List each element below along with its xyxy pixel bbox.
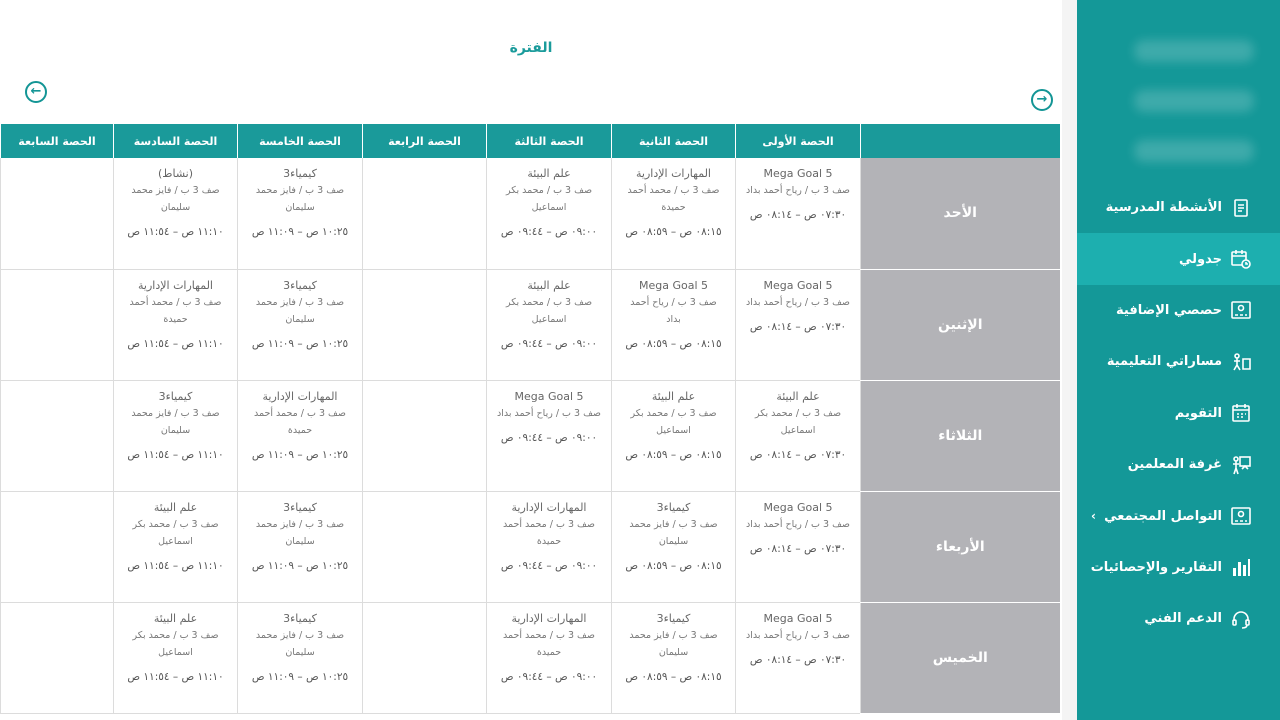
period-header: الحصة الأولى	[736, 124, 861, 158]
chevron-left-icon[interactable]: ›	[1091, 509, 1096, 524]
table-row	[1, 269, 1060, 380]
lesson-cell[interactable]	[736, 602, 861, 713]
lesson-cell[interactable]	[487, 380, 612, 491]
lesson-class-info: صف 3 ب / محمد بكر اسماعيل	[132, 518, 219, 547]
lesson-subject: علم البيئة	[527, 167, 571, 180]
lesson-cell	[363, 158, 487, 269]
day-cell: الخميس	[861, 602, 1060, 713]
lesson-cell	[1, 158, 114, 269]
community-icon	[1230, 505, 1252, 527]
sidebar-item-label: التواصل المجتمعي	[1104, 508, 1222, 524]
period-title: الفترة	[509, 40, 553, 56]
lesson-cell	[363, 491, 487, 602]
lesson-time: ١٠:٢٥ ص – ١١:٠٩ ص	[251, 559, 349, 572]
lesson-subject: كيمياء3	[158, 389, 193, 403]
lesson-class-info: صف 3 ب / محمد أحمد حميدة	[503, 629, 595, 658]
lesson-cell[interactable]	[736, 269, 861, 380]
lesson-cell[interactable]	[736, 380, 861, 491]
period-header: الحصة الرابعة	[363, 124, 487, 158]
lesson-time: ٠٨:١٥ ص – ٠٨:٥٩ ص	[625, 670, 722, 683]
lesson-subject: علم البيئة	[776, 389, 820, 403]
sidebar-item-label: التقارير والإحصائيات	[1090, 559, 1222, 575]
blurred-item	[1134, 90, 1254, 112]
lesson-time: ٠٧:٣٠ ص – ٠٨:١٤ ص	[749, 653, 847, 666]
sidebar-item-learning-paths[interactable]	[1077, 336, 1280, 387]
lesson-cell[interactable]	[612, 491, 736, 602]
timetable	[0, 124, 1060, 714]
sidebar-item-label: حصصي الإضافية	[1116, 302, 1222, 318]
lesson-class-info: صف 3 ب / محمد بكر اسماعيل	[132, 629, 219, 658]
lesson-subject: المهارات الإدارية	[262, 389, 338, 403]
sidebar-item-label: جدولي	[1179, 251, 1222, 267]
bar-chart-icon	[1230, 556, 1252, 578]
sidebar-divider	[1062, 0, 1077, 720]
lesson-class-info: صف 3 ب / فايز محمد سليمان	[629, 629, 718, 658]
calendar-icon	[1230, 402, 1252, 424]
lesson-subject: كيمياء3	[656, 611, 691, 625]
lesson-class-info: صف 3 ب / محمد بكر اسماعيل	[630, 407, 717, 436]
lesson-time: ٠٩:٠٠ ص – ٠٩:٤٤ ص	[500, 559, 598, 572]
headset-icon	[1230, 608, 1252, 630]
lesson-time: ٠٧:٣٠ ص – ٠٨:١٤ ص	[749, 448, 847, 461]
table-row	[1, 602, 1060, 713]
lesson-cell	[363, 380, 487, 491]
lesson-subject: علم البيئة	[153, 611, 198, 625]
sidebar	[1077, 0, 1280, 720]
lesson-cell[interactable]	[612, 158, 736, 269]
period-header: الحصة السادسة	[114, 124, 238, 158]
lesson-cell[interactable]	[114, 158, 238, 269]
lesson-subject: Mega Goal 5	[514, 389, 584, 403]
lesson-class-info: صف 3 ب / رياح أحمد بداد	[497, 407, 601, 419]
lesson-class-info: صف 3 ب / محمد بكر اسماعيل	[754, 407, 842, 436]
lesson-time: ١١:١٠ ص – ١١:٥٤ ص	[127, 559, 224, 572]
lesson-subject: كيمياء3	[656, 500, 691, 514]
day-cell: الثلاثاء	[861, 380, 1060, 491]
arrow-left-circle-icon[interactable]: ←	[25, 81, 47, 103]
lesson-class-info: صف 3 ب / فايز محمد سليمان	[255, 518, 345, 547]
lesson-time: ١١:١٠ ص – ١١:٥٤ ص	[127, 448, 224, 461]
lesson-class-info: صف 3 ب / فايز محمد سليمان	[255, 296, 345, 325]
blurred-item	[1134, 40, 1254, 62]
sidebar-item-extra-classes[interactable]	[1077, 285, 1280, 336]
timetable-body	[1, 158, 1060, 713]
lesson-class-info: صف 3 ب / رياح أحمد بداد	[746, 518, 850, 530]
lesson-cell	[363, 269, 487, 380]
lesson-cell[interactable]	[238, 269, 363, 380]
day-cell: الأحد	[861, 158, 1060, 269]
lesson-class-info: صف 3 ب / فايز محمد سليمان	[255, 185, 345, 213]
lesson-subject: المهارات الإدارية	[636, 167, 711, 180]
period-header: الحصة السابعة	[1, 124, 114, 158]
lesson-time: ١١:١٠ ص – ١١:٥٤ ص	[127, 670, 224, 683]
lesson-time: ٠٨:١٥ ص – ٠٨:٥٩ ص	[625, 559, 722, 572]
lesson-class-info: صف 3 ب / فايز محمد سليمان	[629, 518, 718, 547]
lesson-class-info: صف 3 ب / محمد أحمد حميدة	[627, 185, 720, 213]
lesson-cell[interactable]	[612, 602, 736, 713]
lesson-cell[interactable]	[238, 602, 363, 713]
lesson-class-info: صف 3 ب / محمد بكر اسماعيل	[505, 296, 593, 325]
sidebar-item-bar-chart[interactable]	[1077, 542, 1280, 593]
lesson-time: ١٠:٢٥ ص – ١١:٠٩ ص	[251, 670, 349, 683]
lesson-subject: علم البيئة	[153, 500, 198, 514]
table-row	[1, 491, 1060, 602]
sidebar-item-calendar-clock[interactable]	[1077, 233, 1280, 284]
lesson-subject: كيمياء3	[283, 500, 317, 514]
lesson-cell[interactable]	[487, 602, 612, 713]
lesson-time: ٠٩:٠٠ ص – ٠٩:٤٤ ص	[500, 431, 598, 444]
lesson-time: ٠٧:٣٠ ص – ٠٨:١٤ ص	[749, 542, 847, 555]
sidebar-item-school-activities[interactable]	[1077, 182, 1280, 233]
sidebar-item-label: غرفة المعلمين	[1127, 457, 1222, 473]
lesson-class-info: صف 3 ب / رياح أحمد بداد	[746, 185, 850, 196]
lesson-time: ٠٨:١٥ ص – ٠٨:٥٩ ص	[625, 337, 722, 350]
lesson-subject: كيمياء3	[283, 611, 317, 625]
lesson-cell[interactable]	[612, 380, 736, 491]
extra-classes-icon	[1230, 299, 1252, 321]
blurred-profile-area	[1077, 0, 1280, 182]
school-activities-icon	[1230, 197, 1252, 219]
period-header: الحصة الثالثة	[487, 124, 612, 158]
lesson-class-info: صف 3 ب / رياح أحمد بداد	[630, 296, 717, 325]
sidebar-item-label: التقويم	[1174, 405, 1222, 421]
lesson-cell[interactable]	[487, 269, 612, 380]
table-row	[1, 158, 1060, 269]
lesson-time: ٠٩:٠٠ ص – ٠٩:٤٤ ص	[500, 337, 598, 350]
lesson-time: ٠٧:٣٠ ص – ٠٨:١٤ ص	[749, 209, 847, 221]
timetable-header-row	[1, 124, 1060, 158]
lesson-cell[interactable]	[487, 158, 612, 269]
lesson-cell	[363, 602, 487, 713]
sidebar-item-headset[interactable]	[1077, 593, 1280, 644]
lesson-class-info: صف 3 ب / محمد أحمد حميدة	[129, 296, 222, 325]
day-cell: الإثنين	[861, 269, 1060, 380]
lesson-subject: المهارات الإدارية	[511, 500, 587, 514]
lesson-time: ٠٧:٣٠ ص – ٠٨:١٤ ص	[749, 320, 847, 333]
lesson-class-info: صف 3 ب / محمد أحمد حميدة	[254, 407, 346, 436]
blurred-item	[1134, 140, 1254, 162]
lesson-cell[interactable]	[238, 380, 363, 491]
lesson-cell	[1, 491, 114, 602]
teachers-room-icon	[1230, 454, 1252, 476]
lesson-time: ١١:١٠ ص – ١١:٥٤ ص	[127, 337, 224, 350]
lesson-subject: المهارات الإدارية	[138, 278, 213, 292]
sidebar-item-label: الأنشطة المدرسية	[1105, 200, 1222, 216]
table-row	[1, 380, 1060, 491]
sidebar-item-label: الدعم الفني	[1144, 611, 1222, 627]
lesson-subject: Mega Goal 5	[763, 278, 833, 292]
lesson-subject: علم البيئة	[651, 389, 696, 403]
sidebar-item-teachers-room[interactable]	[1077, 439, 1280, 490]
lesson-cell[interactable]	[114, 269, 238, 380]
lesson-subject: علم البيئة	[527, 278, 571, 292]
lesson-cell[interactable]	[114, 491, 238, 602]
period-header: الحصة الثانية	[612, 124, 736, 158]
lesson-time: ١٠:٢٥ ص – ١١:٠٩ ص	[251, 448, 349, 461]
lesson-time: ٠٨:١٥ ص – ٠٨:٥٩ ص	[625, 226, 722, 238]
lesson-class-info: صف 3 ب / محمد أحمد حميدة	[503, 518, 595, 547]
lesson-class-info: صف 3 ب / رياح أحمد بداد	[746, 296, 850, 308]
lesson-class-info: صف 3 ب / محمد بكر اسماعيل	[505, 185, 593, 213]
calendar-clock-icon	[1230, 248, 1252, 270]
lesson-subject: المهارات الإدارية	[511, 611, 587, 625]
lesson-time: ٠٩:٠٠ ص – ٠٩:٤٤ ص	[500, 226, 598, 238]
lesson-cell[interactable]	[736, 491, 861, 602]
lesson-cell[interactable]	[612, 269, 736, 380]
day-header	[861, 124, 1060, 158]
learning-paths-icon	[1230, 351, 1252, 373]
lesson-cell[interactable]	[114, 380, 238, 491]
lesson-subject: (نشاط)	[158, 167, 193, 180]
lesson-cell[interactable]	[114, 602, 238, 713]
sidebar-menu	[1077, 182, 1280, 645]
sidebar-item-calendar[interactable]	[1077, 388, 1280, 439]
lesson-subject: Mega Goal 5	[763, 500, 833, 514]
lesson-subject: كيمياء3	[283, 278, 317, 292]
lesson-cell[interactable]	[238, 491, 363, 602]
period-header: الحصة الخامسة	[238, 124, 363, 158]
lesson-class-info: صف 3 ب / فايز محمد سليمان	[131, 185, 220, 213]
lesson-subject: Mega Goal 5	[763, 167, 833, 180]
arrow-right-circle-icon[interactable]: →	[1031, 89, 1053, 111]
lesson-time: ٠٩:٠٠ ص – ٠٩:٤٤ ص	[500, 670, 598, 683]
lesson-subject: Mega Goal 5	[638, 278, 709, 292]
lesson-class-info: صف 3 ب / رياح أحمد بداد	[746, 629, 850, 641]
lesson-time: ١١:١٠ ص – ١١:٥٤ ص	[127, 226, 224, 238]
lesson-subject: Mega Goal 5	[763, 611, 833, 625]
lesson-cell[interactable]	[736, 158, 861, 269]
lesson-cell	[1, 269, 114, 380]
sidebar-item-label: مساراتي التعليمية	[1106, 354, 1222, 370]
sidebar-item-community[interactable]	[1077, 490, 1280, 541]
lesson-class-info: صف 3 ب / فايز محمد سليمان	[255, 629, 345, 658]
lesson-time: ١٠:٢٥ ص – ١١:٠٩ ص	[251, 337, 349, 350]
lesson-class-info: صف 3 ب / فايز محمد سليمان	[131, 407, 220, 436]
lesson-time: ٠٨:١٥ ص – ٠٨:٥٩ ص	[625, 448, 722, 461]
lesson-time: ١٠:٢٥ ص – ١١:٠٩ ص	[251, 226, 349, 238]
lesson-subject: كيمياء3	[283, 167, 317, 180]
lesson-cell	[1, 380, 114, 491]
lesson-cell	[1, 602, 114, 713]
lesson-cell[interactable]	[238, 158, 363, 269]
lesson-cell[interactable]	[487, 491, 612, 602]
day-cell: الأربعاء	[861, 491, 1060, 602]
